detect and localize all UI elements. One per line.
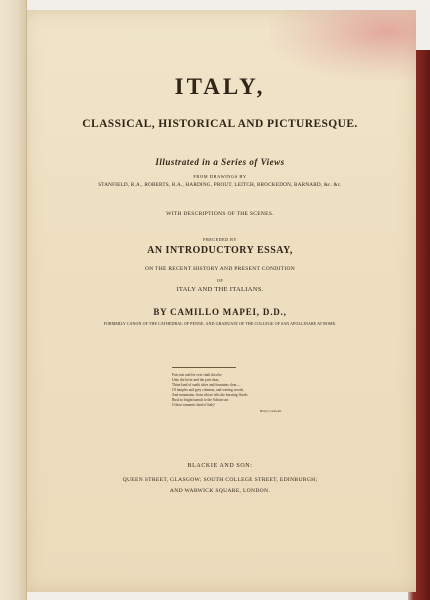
poem-line: Thine land of sunlit skies and fountains clear— [172,383,241,387]
illustrated-line: Illustrated in a Series of Views [155,157,285,167]
poem-line: Rush in bright tumult to the Adrian sea: [172,398,229,402]
poem-line: Fair seat and for ever shalt thou be [172,373,222,377]
essay-heading: AN INTRODUCTORY ESSAY, [147,245,293,256]
descriptions-line: WITH DESCRIPTIONS OF THE SCENES. [166,211,274,217]
page-stain [270,10,416,80]
from-drawings-line: FROM DRAWINGS BY [193,174,247,179]
page-subtitle: CLASSICAL, HISTORICAL AND PICTURESQUE. [82,118,358,130]
poem-line: And mountains, from whose rifts the bursting floods [172,393,248,397]
author-description: FORMERLY CANON OF THE CATHEDRAL OF PENNE, AND GRADUATE OF THE COLLEGE OF SAN APOLLINARE AT ROME. [103,321,337,326]
of-line: OF [216,278,224,283]
divider-rule [172,367,236,368]
recent-history-line: ON THE RECENT HISTORY AND PRESENT CONDITION [144,266,296,272]
page-title: ITALY, [174,74,266,99]
publisher-address-1: QUEEN STREET, GLASGOW; SOUTH COLLEGE STREET, EDINBURGH; [122,477,318,483]
publisher-name: BLACKIE AND SON: [187,463,253,469]
poem-line: O thou romantic land of Italy! [172,403,216,407]
publisher-address-2: AND WARWICK SQUARE, LONDON. [169,488,271,494]
epigraph-poem [172,373,282,414]
poem-author: Barry Cornwall. [259,409,282,413]
artists-line: STANFIELD, R.A., ROBERTS, R.A., HARDING, PROUT, LEITCH, BROCKEDON, BARNARD, &c. &c. [98,182,342,188]
italy-italians-line: ITALY AND THE ITALIANS. [176,286,264,293]
book-spine-fold [0,0,27,600]
author-line: BY CAMILLO MAPEI, D.D., [153,307,287,317]
poem-line: Unto the lover and the poet dear, [172,378,220,382]
preceded-by-line: PRECEDED BY [203,237,237,242]
poem-line: Of temples and grey columns, and waving woods, [172,388,244,392]
